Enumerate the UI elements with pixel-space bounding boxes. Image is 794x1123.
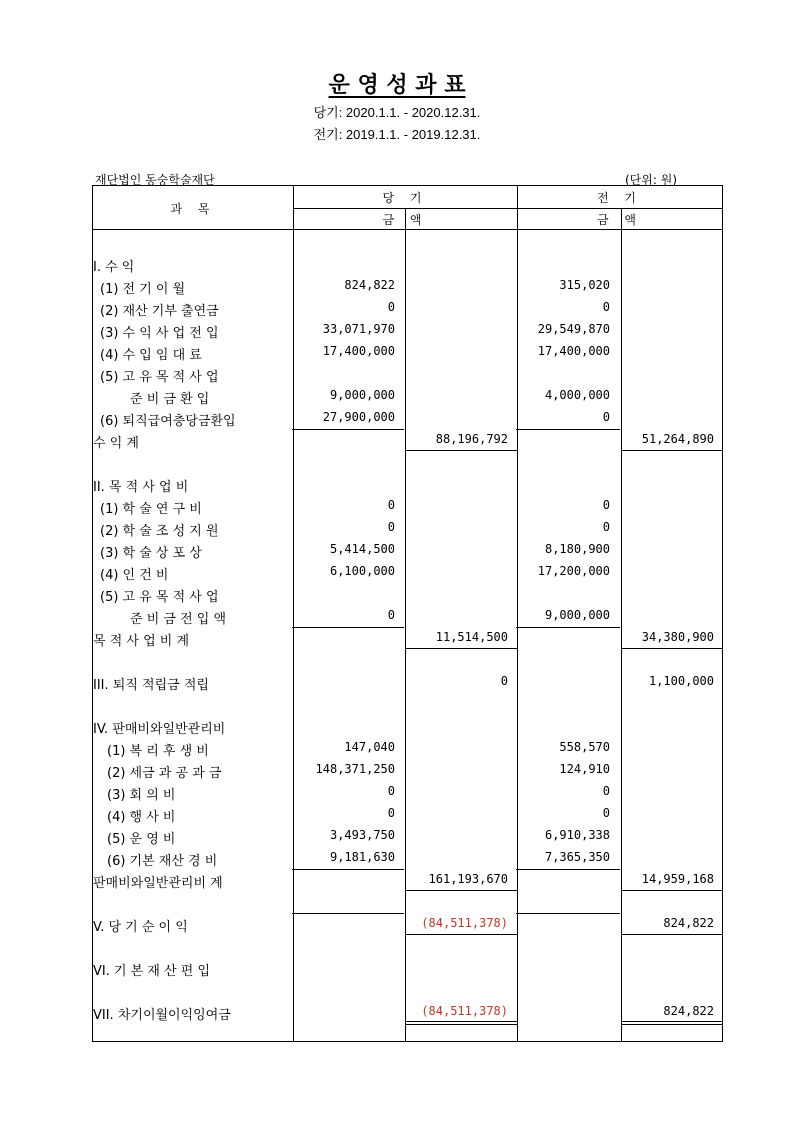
subtotal-line-prior <box>516 869 620 870</box>
amount-c2: 88,196,792 <box>435 432 508 446</box>
table-row <box>92 913 723 935</box>
amount-c1: 9,000,000 <box>329 388 395 402</box>
table-row <box>92 495 723 517</box>
amount-c3: 8,180,900 <box>544 542 610 556</box>
row-label: (6) 퇴직급여충당금환입 <box>100 414 236 429</box>
double-underline-prior <box>621 1021 723 1025</box>
amount-c1: 0 <box>387 806 395 820</box>
table-row <box>92 319 723 341</box>
row-label: (5) 운 영 비 <box>107 832 176 847</box>
amount-c1: 0 <box>387 784 395 798</box>
current-period: 당기: 2020.1.1. - 2020.12.31. <box>313 105 481 120</box>
table-row <box>92 539 723 561</box>
spacer-row <box>92 891 723 913</box>
amount-c4: 824,822 <box>663 1004 714 1018</box>
row-label: (4) 수 입 임 대 료 <box>100 348 202 363</box>
table-row <box>92 715 723 737</box>
table-row <box>92 253 723 275</box>
row-label: VI. 기 본 재 산 편 입 <box>93 964 211 979</box>
spacer-row <box>92 693 723 715</box>
amount-c3: 0 <box>602 520 610 534</box>
row-label: (6) 기본 재산 경 비 <box>107 854 218 869</box>
amount-c3: 29,549,870 <box>537 322 610 336</box>
row-label: (2) 재산 기부 출연금 <box>100 304 219 319</box>
header-mid-line <box>293 208 722 209</box>
row-label: (2) 세금 과 공 과 금 <box>107 766 222 781</box>
table-row <box>92 429 723 451</box>
amount-c1: 147,040 <box>344 740 395 754</box>
row-label: (1) 복 리 후 생 비 <box>107 744 209 759</box>
subtotal-line-current <box>292 627 404 628</box>
header-amount-current: 금 액 <box>382 213 428 227</box>
spacer-row <box>92 979 723 1001</box>
amount-c1: 33,071,970 <box>322 322 395 336</box>
report-title: 운 영 성 과 표 <box>328 73 466 98</box>
amount-c3: 315,020 <box>559 278 610 292</box>
amount-c3: 6,910,338 <box>544 828 610 842</box>
table-row <box>92 363 723 385</box>
row-label: 준 비 금 환 입 <box>130 392 210 407</box>
amount-c2: (84,511,378) <box>421 916 508 930</box>
amount-c3: 7,365,350 <box>544 850 610 864</box>
table-row <box>92 275 723 297</box>
table-row <box>92 627 723 649</box>
spacer-row <box>92 935 723 957</box>
table-row <box>92 737 723 759</box>
amount-c3: 0 <box>602 498 610 512</box>
amount-c2: 0 <box>500 674 508 688</box>
row-label: IV. 판매비와일반관리비 <box>93 722 226 737</box>
row-label: (3) 수 익 사 업 전 입 <box>100 326 219 341</box>
table-row <box>92 671 723 693</box>
row-label: 준 비 금 전 입 액 <box>130 612 227 627</box>
amount-c1: 0 <box>387 520 395 534</box>
table-row <box>92 297 723 319</box>
unit-label: (단위: 원) <box>625 173 677 187</box>
row-label: I. 수 익 <box>93 260 135 275</box>
row-label: (4) 인 건 비 <box>100 568 169 583</box>
amount-c1: 824,822 <box>344 278 395 292</box>
row-label: V. 당 기 순 이 익 <box>93 920 188 935</box>
row-label: (2) 학 술 조 성 지 원 <box>100 524 219 539</box>
amount-c3: 0 <box>602 806 610 820</box>
amount-c2: 161,193,670 <box>428 872 508 886</box>
amount-c1: 5,414,500 <box>329 542 395 556</box>
amount-c1: 9,181,630 <box>329 850 395 864</box>
amount-c1: 0 <box>387 300 395 314</box>
amount-c1: 27,900,000 <box>322 410 395 424</box>
amount-c2: (84,511,378) <box>421 1004 508 1018</box>
prior-period: 전기: 2019.1.1. - 2019.12.31. <box>313 127 481 142</box>
amount-c3: 17,400,000 <box>537 344 610 358</box>
table-row <box>92 341 723 363</box>
amount-c4: 1,100,000 <box>648 674 714 688</box>
header-bottom-line <box>93 229 722 230</box>
row-label: 판매비와일반관리비 계 <box>93 876 223 891</box>
row-label: (3) 회 의 비 <box>107 788 176 803</box>
header-amount-prior: 금 액 <box>597 213 642 227</box>
row-label: (5) 고 유 목 적 사 업 <box>100 590 219 605</box>
amount-c3: 0 <box>602 784 610 798</box>
double-underline-current <box>405 1021 517 1025</box>
amount-c1: 6,100,000 <box>329 564 395 578</box>
table-row <box>92 583 723 605</box>
table-row <box>92 517 723 539</box>
amount-c3: 9,000,000 <box>544 608 610 622</box>
amount-c1: 0 <box>387 498 395 512</box>
organization-name: 재단법인 동숭학술재단 <box>95 173 215 187</box>
subtotal-line-prior <box>516 627 620 628</box>
table-row <box>92 407 723 429</box>
amount-c4: 51,264,890 <box>641 432 714 446</box>
table-row <box>92 957 723 979</box>
spacer-row <box>92 649 723 671</box>
table-row <box>92 605 723 627</box>
amount-c1: 148,371,250 <box>315 762 395 776</box>
row-label: (5) 고 유 목 적 사 업 <box>100 370 219 385</box>
row-label: II. 목 적 사 업 비 <box>93 480 189 495</box>
table-row <box>92 847 723 869</box>
amount-c3: 124,910 <box>559 762 610 776</box>
subtotal-line-current <box>292 869 404 870</box>
spacer-row <box>92 451 723 473</box>
row-label: (1) 전 기 이 월 <box>100 282 186 297</box>
amount-c3: 0 <box>602 410 610 424</box>
table-row <box>92 781 723 803</box>
table-row <box>92 385 723 407</box>
table-row <box>92 1001 723 1023</box>
amount-c3: 17,200,000 <box>537 564 610 578</box>
subtotal-line-prior <box>516 913 620 914</box>
header-subject: 과 목 <box>170 202 216 216</box>
row-label: III. 퇴직 적립금 적립 <box>93 678 209 693</box>
amount-c3: 558,570 <box>559 740 610 754</box>
amount-c1: 17,400,000 <box>322 344 395 358</box>
table-row <box>92 803 723 825</box>
row-label: (4) 행 사 비 <box>107 810 176 825</box>
amount-c1: 3,493,750 <box>329 828 395 842</box>
subtotal-line-current <box>292 429 404 430</box>
table-row <box>92 561 723 583</box>
row-label: 수 익 계 <box>93 436 139 451</box>
row-label: (1) 학 술 연 구 비 <box>100 502 202 517</box>
table-row <box>92 759 723 781</box>
amount-c3: 4,000,000 <box>544 388 610 402</box>
amount-c4: 824,822 <box>663 916 714 930</box>
amount-c4: 34,380,900 <box>641 630 714 644</box>
amount-c3: 0 <box>602 300 610 314</box>
amount-c4: 14,959,168 <box>641 872 714 886</box>
row-label: (3) 학 술 상 포 상 <box>100 546 202 561</box>
header-current: 당 기 <box>382 191 428 205</box>
subtotal-line-current <box>292 913 404 914</box>
table-row <box>92 869 723 891</box>
amount-c1: 0 <box>387 608 395 622</box>
header-prior: 전 기 <box>597 191 642 205</box>
row-label: VII. 차기이월이익잉여금 <box>93 1008 231 1023</box>
amount-c2: 11,514,500 <box>435 630 508 644</box>
row-label: 목 적 사 업 비 계 <box>93 634 190 649</box>
table-row <box>92 825 723 847</box>
table-row <box>92 473 723 495</box>
subtotal-line-prior <box>516 429 620 430</box>
